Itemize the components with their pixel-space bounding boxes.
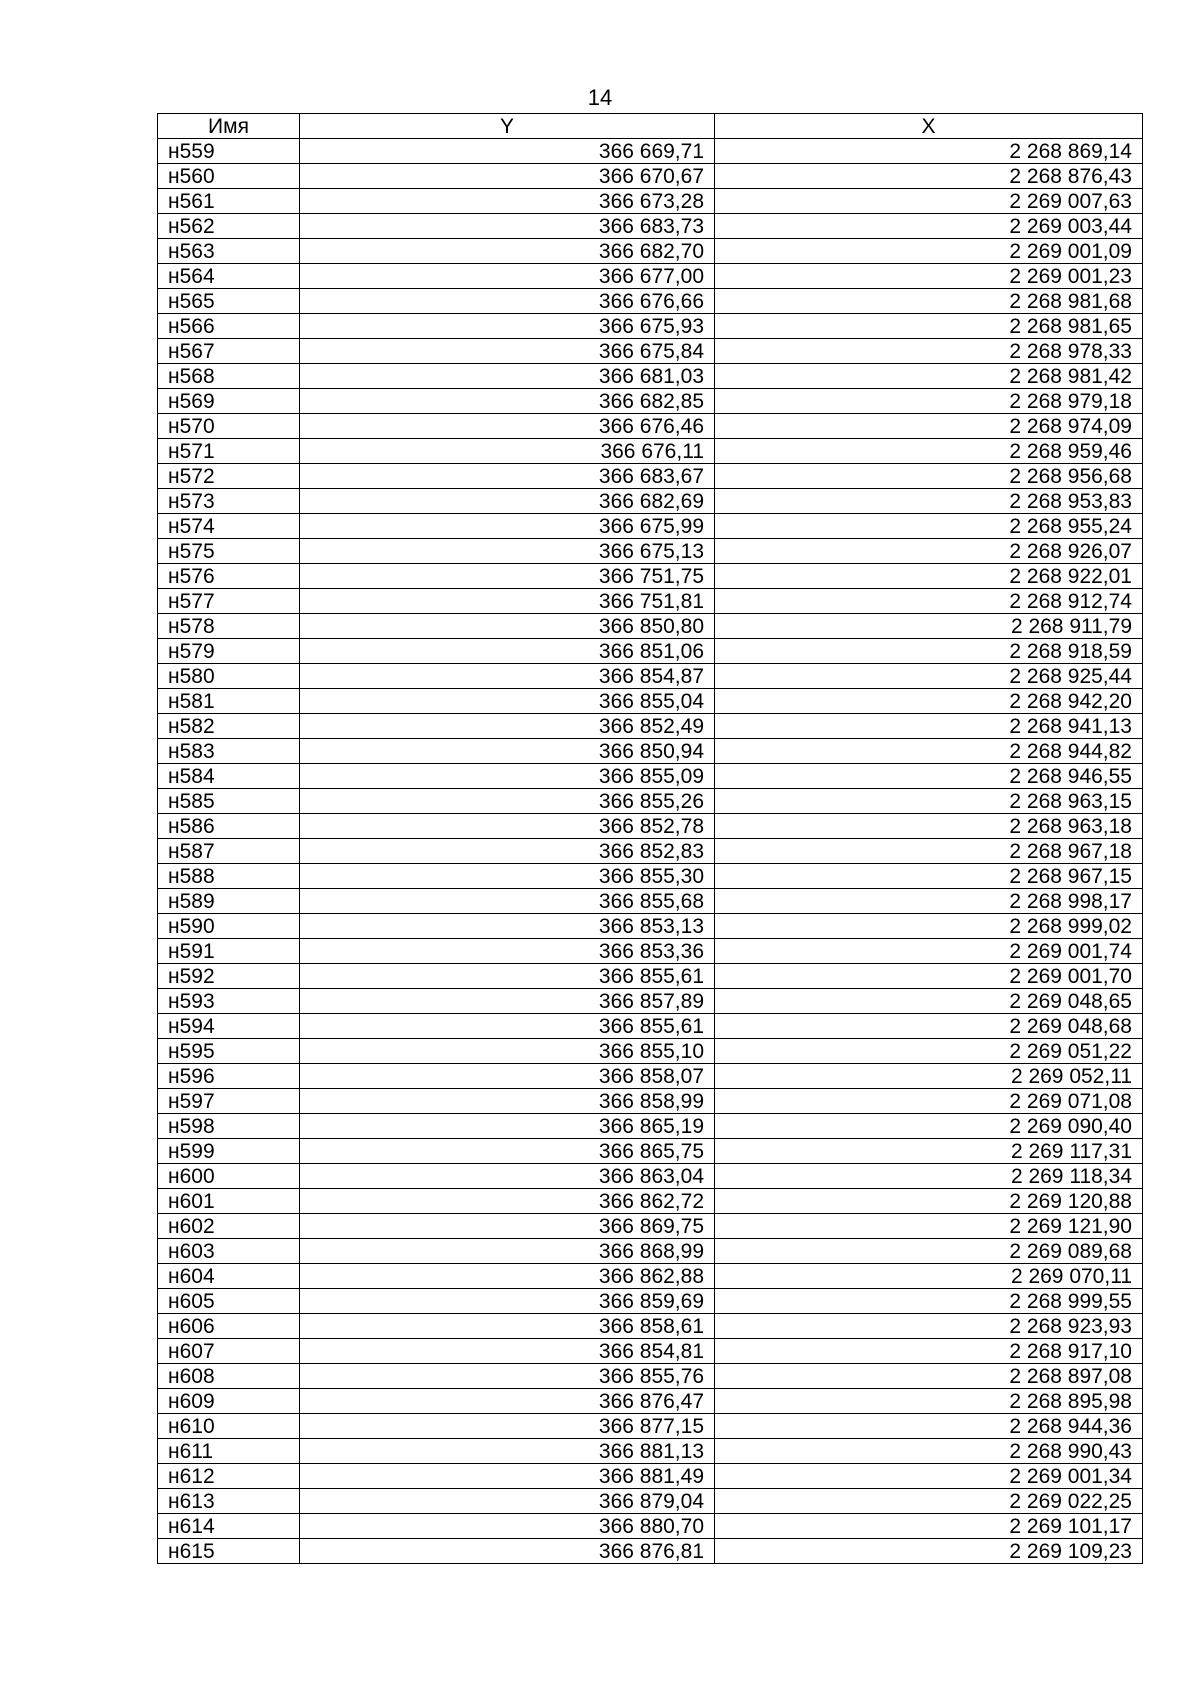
- table-row: [158, 1514, 1143, 1539]
- point-name-cell: н592: [158, 964, 300, 989]
- y-coordinate-cell: 366 855,09: [300, 764, 715, 789]
- table-row: [158, 739, 1143, 764]
- table-row: [158, 464, 1143, 489]
- x-coordinate-cell: 2 269 001,70: [715, 964, 1143, 989]
- point-name-cell: н582: [158, 714, 300, 739]
- y-coordinate-cell: 366 881,49: [300, 1464, 715, 1489]
- point-name-cell: н586: [158, 814, 300, 839]
- x-coordinate-cell: 2 269 022,25: [715, 1489, 1143, 1514]
- y-coordinate-cell: 366 854,81: [300, 1339, 715, 1364]
- table-row: [158, 564, 1143, 589]
- x-coordinate-cell: 2 268 979,18: [715, 389, 1143, 414]
- coordinates-table: [157, 113, 1143, 1564]
- x-coordinate-cell: 2 268 923,93: [715, 1314, 1143, 1339]
- y-coordinate-cell: 366 682,70: [300, 239, 715, 264]
- table-row: [158, 1239, 1143, 1264]
- point-name-cell: н602: [158, 1214, 300, 1239]
- x-coordinate-cell: 2 268 941,13: [715, 714, 1143, 739]
- x-coordinate-cell: 2 269 007,63: [715, 189, 1143, 214]
- point-name-cell: н578: [158, 614, 300, 639]
- y-coordinate-cell: 366 675,84: [300, 339, 715, 364]
- y-coordinate-cell: 366 751,81: [300, 589, 715, 614]
- table-row: [158, 1264, 1143, 1289]
- y-coordinate-cell: 366 853,13: [300, 914, 715, 939]
- table-row: [158, 539, 1143, 564]
- point-name-cell: н598: [158, 1114, 300, 1139]
- point-name-cell: н572: [158, 464, 300, 489]
- point-name-cell: н569: [158, 389, 300, 414]
- x-coordinate-cell: 2 268 974,09: [715, 414, 1143, 439]
- x-coordinate-cell: 2 268 912,74: [715, 589, 1143, 614]
- point-name-cell: н589: [158, 889, 300, 914]
- x-coordinate-cell: 2 269 003,44: [715, 214, 1143, 239]
- y-coordinate-cell: 366 879,04: [300, 1489, 715, 1514]
- table-row: [158, 1339, 1143, 1364]
- x-coordinate-cell: 2 268 959,46: [715, 439, 1143, 464]
- point-name-cell: н591: [158, 939, 300, 964]
- y-coordinate-cell: 366 865,75: [300, 1139, 715, 1164]
- point-name-cell: н590: [158, 914, 300, 939]
- point-name-cell: н614: [158, 1514, 300, 1539]
- table-row: [158, 914, 1143, 939]
- table-row: [158, 839, 1143, 864]
- point-name-cell: н615: [158, 1539, 300, 1564]
- x-coordinate-cell: 2 268 990,43: [715, 1439, 1143, 1464]
- table-row: [158, 1114, 1143, 1139]
- x-coordinate-cell: 2 269 001,74: [715, 939, 1143, 964]
- point-name-cell: н585: [158, 789, 300, 814]
- y-coordinate-cell: 366 675,13: [300, 539, 715, 564]
- point-name-cell: н568: [158, 364, 300, 389]
- y-coordinate-cell: 366 862,88: [300, 1264, 715, 1289]
- x-coordinate-cell: 2 268 967,15: [715, 864, 1143, 889]
- point-name-cell: н588: [158, 864, 300, 889]
- point-name-cell: н610: [158, 1414, 300, 1439]
- x-coordinate-cell: 2 269 090,40: [715, 1114, 1143, 1139]
- x-coordinate-cell: 2 269 052,11: [715, 1064, 1143, 1089]
- table-row: [158, 1314, 1143, 1339]
- x-coordinate-cell: 2 268 999,02: [715, 914, 1143, 939]
- y-coordinate-cell: 366 669,71: [300, 139, 715, 164]
- point-name-cell: н579: [158, 639, 300, 664]
- table-row: [158, 1389, 1143, 1414]
- x-coordinate-cell: 2 268 981,68: [715, 289, 1143, 314]
- x-coordinate-cell: 2 269 048,65: [715, 989, 1143, 1014]
- point-name-cell: н571: [158, 439, 300, 464]
- point-name-cell: н603: [158, 1239, 300, 1264]
- table-row: [158, 639, 1143, 664]
- point-name-cell: н613: [158, 1489, 300, 1514]
- y-coordinate-cell: 366 850,80: [300, 614, 715, 639]
- x-coordinate-cell: 2 268 911,79: [715, 614, 1143, 639]
- point-name-cell: н608: [158, 1364, 300, 1389]
- x-coordinate-cell: 2 268 999,55: [715, 1289, 1143, 1314]
- table-row: [158, 864, 1143, 889]
- point-name-cell: н597: [158, 1089, 300, 1114]
- y-coordinate-cell: 366 751,75: [300, 564, 715, 589]
- y-coordinate-cell: 366 855,30: [300, 864, 715, 889]
- x-coordinate-cell: 2 269 001,34: [715, 1464, 1143, 1489]
- x-coordinate-cell: 2 268 955,24: [715, 514, 1143, 539]
- table-header-row: [158, 114, 1143, 139]
- point-name-cell: н601: [158, 1189, 300, 1214]
- x-coordinate-cell: 2 268 981,65: [715, 314, 1143, 339]
- point-name-cell: н612: [158, 1464, 300, 1489]
- table-row: [158, 714, 1143, 739]
- x-coordinate-cell: 2 268 942,20: [715, 689, 1143, 714]
- x-coordinate-cell: 2 268 895,98: [715, 1389, 1143, 1414]
- table-row: [158, 1189, 1143, 1214]
- x-coordinate-cell: 2 268 967,18: [715, 839, 1143, 864]
- table-row: [158, 764, 1143, 789]
- y-coordinate-cell: 366 854,87: [300, 664, 715, 689]
- table-row: [158, 264, 1143, 289]
- point-name-cell: н596: [158, 1064, 300, 1089]
- point-name-cell: н605: [158, 1289, 300, 1314]
- table-row: [158, 664, 1143, 689]
- x-coordinate-cell: 2 268 944,36: [715, 1414, 1143, 1439]
- point-name-cell: н564: [158, 264, 300, 289]
- y-coordinate-cell: 366 855,04: [300, 689, 715, 714]
- table-row: [158, 314, 1143, 339]
- table-body: [158, 139, 1143, 1564]
- y-coordinate-cell: 366 881,13: [300, 1439, 715, 1464]
- table-row: [158, 1439, 1143, 1464]
- point-name-cell: н580: [158, 664, 300, 689]
- table-row: [158, 389, 1143, 414]
- x-coordinate-cell: 2 269 121,90: [715, 1214, 1143, 1239]
- y-coordinate-cell: 366 850,94: [300, 739, 715, 764]
- x-coordinate-cell: 2 268 963,18: [715, 814, 1143, 839]
- point-name-cell: н606: [158, 1314, 300, 1339]
- table-row: [158, 1014, 1143, 1039]
- table-row: [158, 1064, 1143, 1089]
- y-coordinate-cell: 366 868,99: [300, 1239, 715, 1264]
- x-coordinate-cell: 2 268 953,83: [715, 489, 1143, 514]
- y-coordinate-cell: 366 683,67: [300, 464, 715, 489]
- y-coordinate-cell: 366 677,00: [300, 264, 715, 289]
- point-name-cell: н567: [158, 339, 300, 364]
- y-coordinate-cell: 366 682,69: [300, 489, 715, 514]
- x-coordinate-cell: 2 269 070,11: [715, 1264, 1143, 1289]
- table-row: [158, 1289, 1143, 1314]
- x-coordinate-cell: 2 269 117,31: [715, 1139, 1143, 1164]
- x-coordinate-cell: 2 269 120,88: [715, 1189, 1143, 1214]
- x-coordinate-cell: 2 269 071,08: [715, 1089, 1143, 1114]
- y-coordinate-cell: 366 682,85: [300, 389, 715, 414]
- point-name-cell: н594: [158, 1014, 300, 1039]
- table-row: [158, 1089, 1143, 1114]
- x-coordinate-cell: 2 268 998,17: [715, 889, 1143, 914]
- y-coordinate-cell: 366 675,93: [300, 314, 715, 339]
- y-coordinate-cell: 366 858,07: [300, 1064, 715, 1089]
- x-coordinate-cell: 2 268 925,44: [715, 664, 1143, 689]
- y-coordinate-cell: 366 876,47: [300, 1389, 715, 1414]
- point-name-cell: н566: [158, 314, 300, 339]
- y-coordinate-cell: 366 869,75: [300, 1214, 715, 1239]
- table-row: [158, 964, 1143, 989]
- y-coordinate-cell: 366 681,03: [300, 364, 715, 389]
- table-row: [158, 889, 1143, 914]
- y-coordinate-cell: 366 670,67: [300, 164, 715, 189]
- y-coordinate-cell: 366 855,61: [300, 964, 715, 989]
- table-row: [158, 1489, 1143, 1514]
- y-coordinate-cell: 366 683,73: [300, 214, 715, 239]
- point-name-cell: н583: [158, 739, 300, 764]
- y-coordinate-cell: 366 676,11: [300, 439, 715, 464]
- table-row: [158, 1364, 1143, 1389]
- point-name-cell: н559: [158, 139, 300, 164]
- x-coordinate-cell: 2 269 001,23: [715, 264, 1143, 289]
- table-row: [158, 214, 1143, 239]
- y-coordinate-cell: 366 851,06: [300, 639, 715, 664]
- table-row: [158, 339, 1143, 364]
- x-coordinate-cell: 2 268 922,01: [715, 564, 1143, 589]
- page-number: 14: [587, 85, 613, 110]
- y-coordinate-cell: 366 863,04: [300, 1164, 715, 1189]
- y-coordinate-cell: 366 855,61: [300, 1014, 715, 1039]
- x-coordinate-cell: 2 268 963,15: [715, 789, 1143, 814]
- table-row: [158, 1039, 1143, 1064]
- point-name-cell: н609: [158, 1389, 300, 1414]
- point-name-cell: н570: [158, 414, 300, 439]
- x-coordinate-cell: 2 268 897,08: [715, 1364, 1143, 1389]
- y-coordinate-cell: 366 853,36: [300, 939, 715, 964]
- y-coordinate-cell: 366 676,66: [300, 289, 715, 314]
- x-coordinate-cell: 2 268 946,55: [715, 764, 1143, 789]
- table-row: [158, 489, 1143, 514]
- point-name-cell: н574: [158, 514, 300, 539]
- table-row: [158, 239, 1143, 264]
- table-row: [158, 514, 1143, 539]
- point-name-cell: н599: [158, 1139, 300, 1164]
- y-coordinate-cell: 366 880,70: [300, 1514, 715, 1539]
- point-name-cell: н561: [158, 189, 300, 214]
- y-coordinate-cell: 366 855,76: [300, 1364, 715, 1389]
- point-name-cell: н573: [158, 489, 300, 514]
- table-row: [158, 1464, 1143, 1489]
- y-coordinate-cell: 366 876,81: [300, 1539, 715, 1564]
- table-row: [158, 364, 1143, 389]
- point-name-cell: н562: [158, 214, 300, 239]
- x-coordinate-cell: 2 269 051,22: [715, 1039, 1143, 1064]
- y-coordinate-cell: 366 855,26: [300, 789, 715, 814]
- table-row: [158, 1539, 1143, 1564]
- table-row: [158, 1414, 1143, 1439]
- point-name-cell: н600: [158, 1164, 300, 1189]
- point-name-cell: н604: [158, 1264, 300, 1289]
- table-row: [158, 189, 1143, 214]
- table-row: [158, 789, 1143, 814]
- table-row: [158, 939, 1143, 964]
- point-name-cell: н611: [158, 1439, 300, 1464]
- x-coordinate-cell: 2 268 869,14: [715, 139, 1143, 164]
- point-name-cell: н584: [158, 764, 300, 789]
- table-row: [158, 1214, 1143, 1239]
- x-coordinate-cell: 2 269 118,34: [715, 1164, 1143, 1189]
- table-row: [158, 439, 1143, 464]
- point-name-cell: н565: [158, 289, 300, 314]
- column-header-x: X: [715, 114, 1143, 139]
- y-coordinate-cell: 366 676,46: [300, 414, 715, 439]
- y-coordinate-cell: 366 877,15: [300, 1414, 715, 1439]
- point-name-cell: н575: [158, 539, 300, 564]
- table-row: [158, 139, 1143, 164]
- x-coordinate-cell: 2 268 981,42: [715, 364, 1143, 389]
- x-coordinate-cell: 2 268 956,68: [715, 464, 1143, 489]
- x-coordinate-cell: 2 268 917,10: [715, 1339, 1143, 1364]
- y-coordinate-cell: 366 852,49: [300, 714, 715, 739]
- point-name-cell: н563: [158, 239, 300, 264]
- x-coordinate-cell: 2 268 944,82: [715, 739, 1143, 764]
- table-row: [158, 414, 1143, 439]
- table-row: [158, 614, 1143, 639]
- y-coordinate-cell: 366 852,78: [300, 814, 715, 839]
- y-coordinate-cell: 366 857,89: [300, 989, 715, 1014]
- column-header-y: Y: [300, 114, 715, 139]
- table-row: [158, 989, 1143, 1014]
- point-name-cell: н581: [158, 689, 300, 714]
- point-name-cell: н577: [158, 589, 300, 614]
- y-coordinate-cell: 366 855,68: [300, 889, 715, 914]
- point-name-cell: н560: [158, 164, 300, 189]
- x-coordinate-cell: 2 268 918,59: [715, 639, 1143, 664]
- y-coordinate-cell: 366 675,99: [300, 514, 715, 539]
- table-row: [158, 289, 1143, 314]
- y-coordinate-cell: 366 862,72: [300, 1189, 715, 1214]
- table-row: [158, 1164, 1143, 1189]
- y-coordinate-cell: 366 673,28: [300, 189, 715, 214]
- x-coordinate-cell: 2 268 876,43: [715, 164, 1143, 189]
- point-name-cell: н595: [158, 1039, 300, 1064]
- y-coordinate-cell: 366 859,69: [300, 1289, 715, 1314]
- table-row: [158, 589, 1143, 614]
- point-name-cell: н576: [158, 564, 300, 589]
- table-row: [158, 689, 1143, 714]
- x-coordinate-cell: 2 269 109,23: [715, 1539, 1143, 1564]
- y-coordinate-cell: 366 858,99: [300, 1089, 715, 1114]
- column-header-name: Имя: [158, 114, 300, 139]
- table-row: [158, 164, 1143, 189]
- x-coordinate-cell: 2 269 048,68: [715, 1014, 1143, 1039]
- y-coordinate-cell: 366 855,10: [300, 1039, 715, 1064]
- x-coordinate-cell: 2 268 926,07: [715, 539, 1143, 564]
- y-coordinate-cell: 366 852,83: [300, 839, 715, 864]
- y-coordinate-cell: 366 865,19: [300, 1114, 715, 1139]
- x-coordinate-cell: 2 269 101,17: [715, 1514, 1143, 1539]
- point-name-cell: н593: [158, 989, 300, 1014]
- x-coordinate-cell: 2 269 089,68: [715, 1239, 1143, 1264]
- table-row: [158, 814, 1143, 839]
- point-name-cell: н607: [158, 1339, 300, 1364]
- x-coordinate-cell: 2 268 978,33: [715, 339, 1143, 364]
- table-row: [158, 1139, 1143, 1164]
- point-name-cell: н587: [158, 839, 300, 864]
- x-coordinate-cell: 2 269 001,09: [715, 239, 1143, 264]
- y-coordinate-cell: 366 858,61: [300, 1314, 715, 1339]
